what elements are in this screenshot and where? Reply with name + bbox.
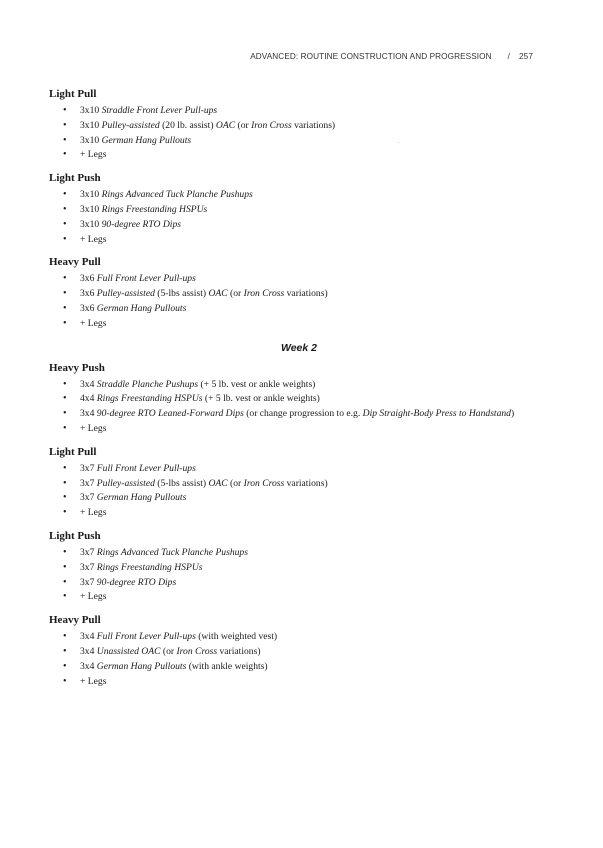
exercise-name: OAC xyxy=(208,477,228,489)
workout-section xyxy=(49,361,549,437)
section-title: Heavy Pull xyxy=(49,614,101,627)
list-item xyxy=(49,188,549,203)
section-title: Light Push xyxy=(49,529,101,542)
workout-section xyxy=(49,255,549,331)
workout-section xyxy=(49,529,549,605)
list-item xyxy=(49,645,549,660)
exercise-list xyxy=(49,188,549,247)
item-text: ) xyxy=(510,408,515,420)
workout-section xyxy=(49,87,549,163)
list-item xyxy=(49,378,549,393)
section-title: Light Pull xyxy=(49,445,97,458)
item-text: (or xyxy=(227,288,244,300)
exercise-name: Straddle Planche Pushups xyxy=(96,378,199,390)
exercise-name: 90-degree RTO Leaned-Forward Dips xyxy=(96,408,244,420)
exercise-name: German Hang Pullouts xyxy=(96,492,187,504)
item-text: variations) xyxy=(284,477,328,489)
list-item xyxy=(49,491,549,506)
item-text: + Legs xyxy=(80,507,107,519)
exercise-name: Unassisted OAC xyxy=(96,645,161,657)
item-text: 3x10 xyxy=(80,119,102,131)
section-title: Light Push xyxy=(49,172,101,185)
section-title: Heavy Pull xyxy=(49,256,101,269)
exercise-list xyxy=(49,630,549,689)
exercise-name: 90-degree RTO Dips xyxy=(101,218,181,230)
item-text: 3x10 xyxy=(80,203,102,215)
exercise-name: Rings Advanced Tuck Planche Pushups xyxy=(96,546,248,558)
exercise-name: Pulley-assisted xyxy=(96,477,155,489)
running-header xyxy=(250,52,533,61)
item-text: 4x4 xyxy=(80,393,97,405)
list-item xyxy=(49,576,549,591)
list-item xyxy=(49,590,549,605)
list-item xyxy=(49,272,549,287)
exercise-list xyxy=(49,104,549,163)
exercise-name: Pulley-assisted xyxy=(96,288,155,300)
page-body xyxy=(49,87,549,697)
exercise-name: German Hang Pullouts xyxy=(96,302,187,314)
exercise-name: Straddle Front Lever Pull-ups xyxy=(101,105,218,116)
exercise-name: Dip Straight-Body Press to Handstand xyxy=(362,408,511,420)
item-text: (with ankle weights) xyxy=(186,660,268,672)
list-item xyxy=(49,630,549,645)
exercise-name: Iron Cross xyxy=(243,288,285,300)
list-item xyxy=(49,317,549,332)
workout-section xyxy=(49,445,549,521)
item-text: + Legs xyxy=(80,675,107,687)
section-title: Heavy Push xyxy=(49,361,105,374)
exercise-name: Rings Freestanding HSPUs xyxy=(96,393,203,405)
list-item xyxy=(49,675,549,690)
item-text: 3x7 xyxy=(80,462,97,474)
exercise-name: Iron Cross xyxy=(243,477,285,489)
week-heading: Week 2 xyxy=(281,341,317,354)
section-title: Light Pull xyxy=(49,88,97,100)
item-text: 3x10 xyxy=(80,105,102,116)
list-item xyxy=(49,561,549,576)
header-title: ADVANCED: ROUTINE CONSTRUCTION AND PROGRESSION xyxy=(250,52,492,61)
item-text: (5-lbs assist) xyxy=(154,477,209,489)
exercise-name: Rings Advanced Tuck Planche Pushups xyxy=(101,189,253,201)
exercise-name: 90-degree RTO Dips xyxy=(96,576,177,588)
list-item xyxy=(49,302,549,317)
exercise-name: Iron Cross xyxy=(176,645,218,657)
item-text: + Legs xyxy=(80,422,107,434)
item-text: 3x10 xyxy=(80,218,102,230)
exercise-name: German Hang Pullouts xyxy=(96,660,187,672)
exercise-list xyxy=(49,378,549,437)
exercise-name: Pulley-assisted xyxy=(101,119,160,131)
item-text: + Legs xyxy=(80,591,107,603)
item-text: 3x4 xyxy=(80,408,97,420)
item-text: 3x6 xyxy=(80,288,97,300)
item-text: (20 lb. assist) xyxy=(159,119,216,131)
item-text: variations) xyxy=(291,119,336,131)
exercise-name: OAC xyxy=(208,288,228,300)
header-separator: / xyxy=(507,52,511,61)
item-text: 3x7 xyxy=(80,492,97,504)
exercise-name: Full Front Lever Pull-ups xyxy=(96,273,196,285)
item-text: 3x4 xyxy=(80,378,97,390)
list-item xyxy=(49,422,549,437)
item-text: (or xyxy=(160,645,177,657)
item-text: (or change progression to e.g. xyxy=(243,408,363,420)
stray-mark: . xyxy=(398,139,400,145)
list-item xyxy=(49,462,549,477)
item-text: 3x6 xyxy=(80,302,97,314)
item-text: 3x7 xyxy=(80,546,97,558)
exercise-name: German Hang Pullouts xyxy=(101,134,192,146)
exercise-name: Rings Freestanding HSPUs xyxy=(96,561,203,573)
list-item xyxy=(49,148,549,163)
exercise-name: Full Front Lever Pull-ups xyxy=(96,462,196,474)
list-item xyxy=(49,203,549,218)
item-text: + Legs xyxy=(80,317,107,329)
item-text: 3x10 xyxy=(80,134,102,146)
list-item xyxy=(49,218,549,233)
list-item xyxy=(49,477,549,492)
list-item xyxy=(49,392,549,407)
item-text: (or xyxy=(235,119,252,131)
list-item xyxy=(49,660,549,675)
exercise-name: OAC xyxy=(215,119,236,131)
item-text: 3x7 xyxy=(80,477,97,489)
exercise-name: Rings Freestanding HSPUs xyxy=(101,203,208,215)
list-item xyxy=(49,104,549,119)
list-item xyxy=(49,407,549,422)
item-text: 3x6 xyxy=(80,273,97,285)
item-text: (+ 5 lb. vest or ankle weights) xyxy=(202,393,320,405)
list-item xyxy=(49,119,549,134)
exercise-list xyxy=(49,462,549,521)
item-text: 3x7 xyxy=(80,576,97,588)
exercise-list xyxy=(49,546,549,605)
list-item xyxy=(49,233,549,248)
item-text: 3x7 xyxy=(80,561,97,573)
item-text: 3x4 xyxy=(80,645,97,657)
list-item xyxy=(49,134,549,149)
exercise-list xyxy=(49,272,549,331)
item-text: variations) xyxy=(217,645,261,657)
list-item xyxy=(49,287,549,302)
item-text: (5-lbs assist) xyxy=(154,288,209,300)
item-text: (with weighted vest) xyxy=(195,631,278,643)
list-item xyxy=(49,506,549,521)
page-number: 257 xyxy=(519,52,533,61)
item-text: (+ 5 lb. vest or ankle weights) xyxy=(198,378,316,390)
workout-section xyxy=(49,613,549,689)
exercise-name: Full Front Lever Pull-ups xyxy=(96,631,196,643)
item-text: variations) xyxy=(284,288,328,300)
item-text: + Legs xyxy=(80,149,107,161)
item-text: 3x10 xyxy=(80,189,102,201)
exercise-name: Iron Cross xyxy=(251,119,292,131)
item-text: 3x4 xyxy=(80,631,97,643)
workout-section xyxy=(49,171,549,247)
item-text: (or xyxy=(227,477,244,489)
list-item xyxy=(49,546,549,561)
item-text: 3x4 xyxy=(80,660,97,672)
item-text: + Legs xyxy=(80,233,107,245)
